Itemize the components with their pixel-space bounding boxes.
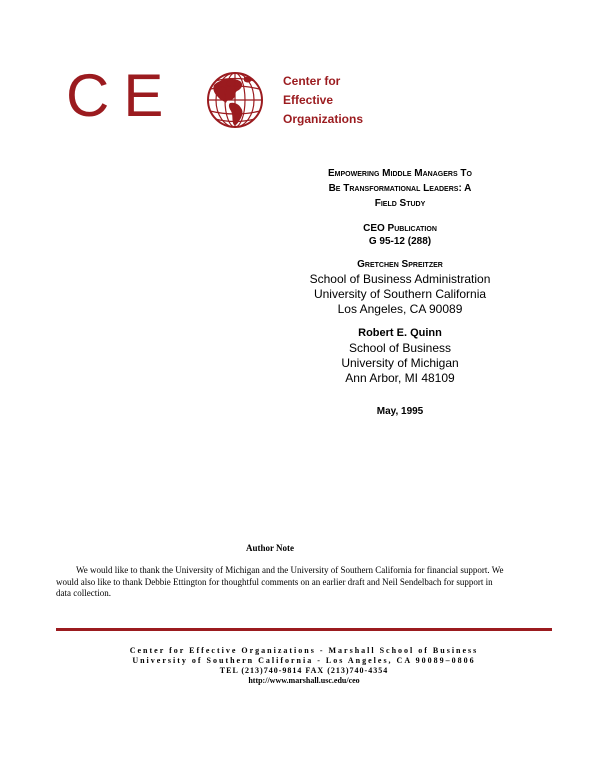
ceo-logo-letters	[66, 62, 178, 129]
publication-info	[290, 222, 510, 248]
author-affiliation-line: University of Michigan	[341, 356, 459, 370]
title-line: Empowering Middle Managers To	[328, 168, 472, 179]
publication-number: G 95-12 (288)	[368, 236, 432, 247]
publication-label: CEO Publication	[363, 223, 437, 234]
logo-letter-c: C	[66, 62, 124, 129]
org-name	[283, 72, 403, 129]
author-block-2	[290, 326, 510, 386]
org-name-line: Effective	[283, 93, 334, 107]
org-name-line: Center for	[283, 74, 341, 88]
paper-title	[290, 166, 510, 211]
footer-divider	[56, 628, 552, 631]
footer-line-phone: TEL (213)740-9814 FAX (213)740-4354	[219, 666, 389, 675]
author-name: Robert E. Quinn	[358, 327, 442, 339]
author-note-heading: Author Note	[245, 543, 295, 553]
author-block-1	[290, 258, 510, 317]
logo-letter-e: E	[123, 62, 178, 129]
title-line: Field Study	[374, 198, 426, 209]
author-affiliation-line: School of Business	[348, 341, 452, 355]
author-name: Gretchen Spreitzer	[357, 259, 443, 270]
org-name-line: Organizations	[283, 112, 364, 126]
author-affiliation-line: University of Southern California	[313, 287, 487, 301]
title-line: Be Transformational Leaders: A	[328, 183, 472, 194]
author-affiliation-line: Ann Arbor, MI 48109	[345, 371, 455, 385]
footer-line-address: University of Southern California - Los Angeles, CA 90089–0806	[132, 656, 476, 665]
author-note-text: We would like to thank the University of Michigan and the University of Southern California for financial support. We would also like to thank Debbie Ettington for thoughtful comments on an earlier draft and Neil Sendelbach for support in data collection.	[56, 565, 504, 598]
footer-url-link[interactable]: http://www.marshall.usc.edu/ceo	[248, 676, 360, 685]
globe-icon	[206, 71, 264, 129]
author-affiliation-line: Los Angeles, CA 90089	[337, 302, 463, 316]
footer-line-org: Center for Effective Organizations - Marshall School of Business	[129, 646, 479, 655]
publication-date: May, 1995	[376, 406, 424, 417]
author-affiliation-line: School of Business Administration	[309, 272, 491, 286]
